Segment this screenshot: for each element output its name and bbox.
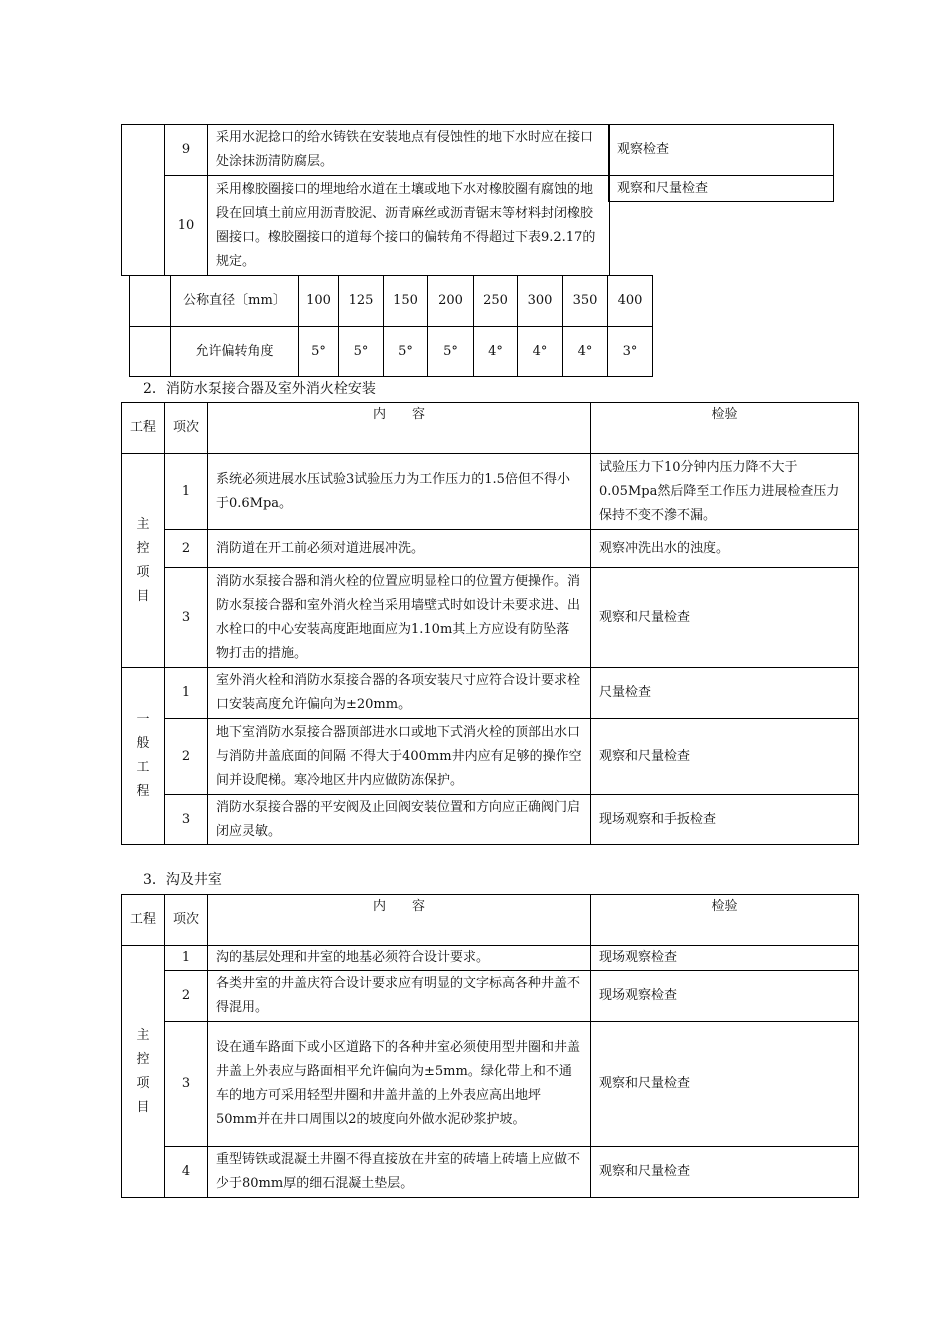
- angle-value: 4°: [518, 327, 563, 377]
- item-number: 4: [165, 1147, 208, 1198]
- pipe-joint-table: [121, 124, 610, 276]
- table-row: [122, 795, 859, 845]
- angle-header: 允许偏转角度: [171, 327, 299, 377]
- check-method: 观察和尺量检查: [591, 568, 859, 668]
- check-method: 观察和尺量检查: [591, 1147, 859, 1198]
- item-content: 系统必须进展水压试验3试验压力为工作压力的1.5倍但不得小于0.6Mpa。: [208, 454, 591, 530]
- angle-value: 4°: [474, 327, 518, 377]
- item-number: 2: [165, 530, 208, 568]
- check-method: 现场观察和手扳检查: [591, 795, 859, 845]
- table-row: [122, 946, 859, 971]
- diameter-value: 300: [518, 276, 563, 327]
- project-cell: [122, 125, 165, 276]
- item-content: 消防道在开工前必须对道进展冲洗。: [208, 530, 591, 568]
- section-title: 3．沟及井室: [143, 872, 222, 888]
- table-row: [130, 327, 653, 377]
- diameter-value: 200: [428, 276, 474, 327]
- item-number: 9: [165, 125, 208, 176]
- header-item: 项次: [165, 403, 208, 454]
- item-number: 3: [165, 795, 208, 845]
- table-row: [122, 530, 859, 568]
- header-content: 内 容: [208, 895, 591, 946]
- item-content: 地下室消防水泵接合器顶部进水口或地下式消火栓的顶部出水口与消防井盖底面的间隔 不得大于400mm井内应有足够的操作空间并设爬梯。寒冷地区井内应做防冻保护。: [208, 719, 591, 795]
- header-check: 检验: [591, 403, 859, 454]
- table-row: [122, 454, 859, 530]
- diameter-value: 125: [339, 276, 384, 327]
- header-check: 检验: [591, 895, 859, 946]
- table-row: [122, 971, 859, 1022]
- table-row: [122, 1022, 859, 1147]
- item-number: 2: [165, 719, 208, 795]
- angle-value: 3°: [608, 327, 653, 377]
- check-method: 观察和尺量检查: [609, 176, 834, 202]
- trench-well-table: [121, 894, 859, 1198]
- table-row: [122, 568, 859, 668]
- angle-value: 5°: [384, 327, 428, 377]
- header-project: 工程: [122, 895, 165, 946]
- item-number: 1: [165, 946, 208, 971]
- check-method: 现场观察检查: [591, 971, 859, 1022]
- item-content: 消防水泵接合器和消火栓的位置应明显栓口的位置方便操作。消防水泵接合器和室外消火栓当采用墙壁式时如设计未要求进、出水栓口的中心安装高度距地面应为1.10m其上方应设有防坠落物打击的措施。: [208, 568, 591, 668]
- table-row: [122, 125, 610, 176]
- item-content: 室外消火栓和消防水泵接合器的各项安装尺寸应符合设计要求栓口安装高度允许偏向为±20mm。: [208, 668, 591, 719]
- section-title: 2．消防水泵接合器及室外消火栓安装: [143, 381, 376, 397]
- item-content: 采用橡胶圈接口的埋地给水道在土壤或地下水对橡胶圈有腐蚀的地段在回填土前应用沥青胶泥、沥青麻丝或沥青锯末等材料封闭橡胶圈接口。橡胶圈接口的道每个接口的偏转角不得超过下表9.2.17的规定。: [208, 176, 610, 276]
- diameter-value: 400: [608, 276, 653, 327]
- check-method: 观察和尺量检查: [591, 719, 859, 795]
- diameter-value: 250: [474, 276, 518, 327]
- diameter-header: 公称直径〔mm〕: [171, 276, 299, 327]
- check-method: 观察检查: [609, 125, 834, 176]
- item-content: 设在通车路面下或小区道路下的各种井室必须使用型井圈和井盖井盖上外表应与路面相平允许偏向为±5mm。绿化带上和不通车的地方可采用轻型井圈和井盖井盖的上外表应高出地坪50mm并在井口周围以2的坡度向外做水泥砂浆护坡。: [208, 1022, 591, 1147]
- item-content: 采用水泥捻口的给水铸铁在安装地点有侵蚀性的地下水时应在接口处涂抹沥清防腐层。: [208, 125, 610, 176]
- check-method: 尺量检查: [591, 668, 859, 719]
- check-method: 观察冲洗出水的浊度。: [591, 530, 859, 568]
- item-number: 3: [165, 568, 208, 668]
- header-item: 项次: [165, 895, 208, 946]
- main-control-label: [122, 454, 165, 668]
- diameter-value: 100: [299, 276, 339, 327]
- diameter-value: 150: [384, 276, 428, 327]
- item-number: 1: [165, 454, 208, 530]
- check-method: 观察和尺量检查: [591, 1022, 859, 1147]
- blank-cell: [130, 276, 171, 327]
- item-content: 消防水泵接合器的平安阀及止回阀安装位置和方向应正确阀门启闭应灵敏。: [208, 795, 591, 845]
- item-number: 10: [165, 176, 208, 276]
- fire-connector-table: [121, 402, 859, 845]
- table-row: [122, 668, 859, 719]
- item-content: 各类井室的井盖庆符合设计要求应有明显的文字标高各种井盖不得混用。: [208, 971, 591, 1022]
- main-control-label: [122, 946, 165, 1198]
- header-row: [122, 895, 859, 946]
- table-row: [122, 1147, 859, 1198]
- header-project: 工程: [122, 403, 165, 454]
- pipe-joint-check-column: [608, 124, 834, 202]
- item-number: 3: [165, 1022, 208, 1147]
- angle-value: 5°: [299, 327, 339, 377]
- table-row: [130, 276, 653, 327]
- general-text: 一般工程: [136, 712, 150, 799]
- deflection-angle-table: [129, 275, 653, 377]
- main-control-text: 主控项目: [136, 1027, 150, 1115]
- table-row: [122, 719, 859, 795]
- header-content: 内 容: [208, 403, 591, 454]
- general-label: [122, 668, 165, 845]
- check-method: 试验压力下10分钟内压力降不大于0.05Mpa然后降至工作压力进展检查压力保持不变不滲不漏。: [591, 454, 859, 530]
- main-control-text: 主控项目: [136, 516, 150, 604]
- item-content: 重型铸铁或混凝土井圈不得直接放在井室的砖墙上砖墙上应做不少于80mm厚的细石混凝土垫层。: [208, 1147, 591, 1198]
- angle-value: 5°: [428, 327, 474, 377]
- check-method: 现场观察检查: [591, 946, 859, 971]
- item-content: 沟的基层处理和井室的地基必须符合设计要求。: [208, 946, 591, 971]
- table-row: [122, 176, 610, 276]
- blank-cell: [130, 327, 171, 377]
- header-row: [122, 403, 859, 454]
- angle-value: 5°: [339, 327, 384, 377]
- diameter-value: 350: [563, 276, 608, 327]
- item-number: 1: [165, 668, 208, 719]
- item-number: 2: [165, 971, 208, 1022]
- angle-value: 4°: [563, 327, 608, 377]
